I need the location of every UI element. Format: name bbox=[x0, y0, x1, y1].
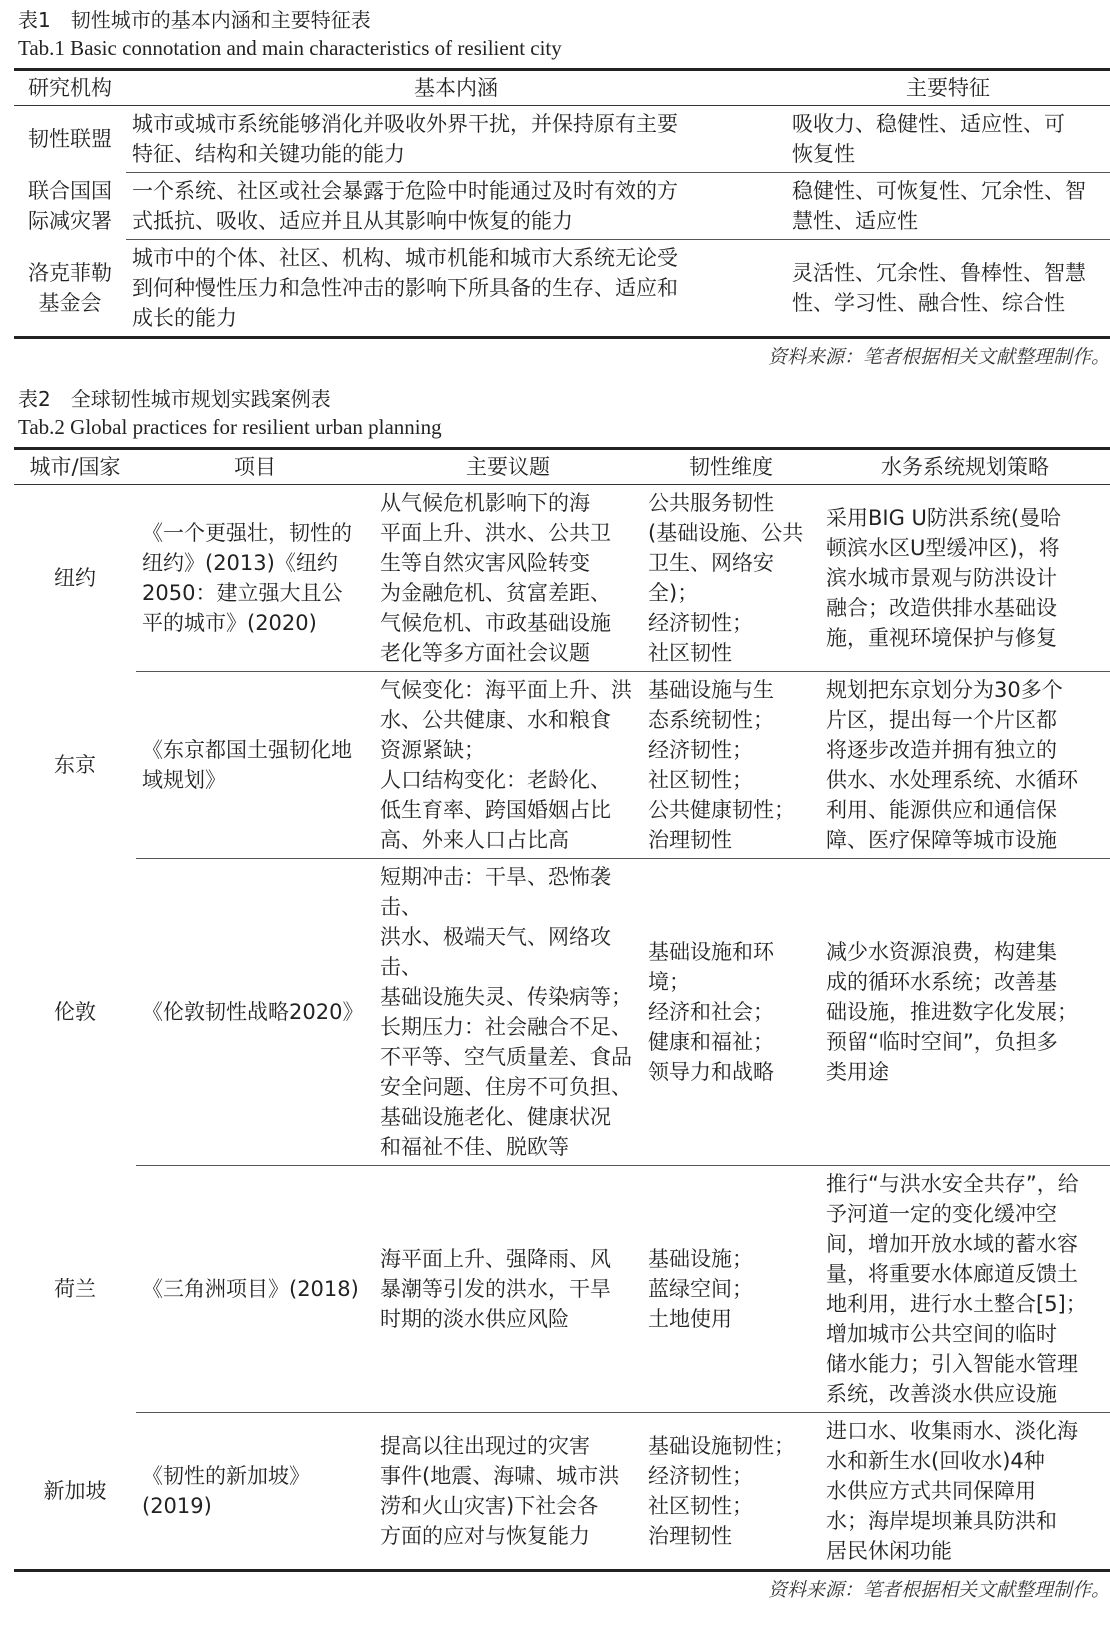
table-row bbox=[14, 240, 1110, 338]
table-cell: 城市中的个体、社区、机构、城市机能和城市大系统无论受 到何种慢性压力和急性冲击的影响下所具备的生存、适应和 成长的能力 bbox=[126, 240, 786, 338]
table-cell: 《东京都国土强韧化地 域规划》 bbox=[136, 672, 374, 859]
column-header: 韧性维度 bbox=[642, 449, 820, 485]
table-cell: 进口水、收集雨水、淡化海 水和新生水(回收水)4种 水供应方式共同保障用 水；海岸堤坝兼具防洪和 居民休闲功能 bbox=[820, 1413, 1110, 1571]
table-cell: 城市或城市系统能够消化并吸收外界干扰，并保持原有主要 特征、结构和关键功能的能力 bbox=[126, 106, 786, 173]
table-cell: 基础设施和环境； 经济和社会； 健康和福祉； 领导力和战略 bbox=[642, 859, 820, 1166]
table-cell: 韧性联盟 bbox=[28, 127, 112, 152]
table-cell: 新加坡 bbox=[43, 1478, 107, 1503]
table2-header-row bbox=[14, 449, 1110, 485]
table-cell: 东京 bbox=[54, 753, 96, 777]
table-cell: 纽约 bbox=[54, 566, 96, 591]
table-cell: 推行“与洪水安全共存”，给 予河道一定的变化缓冲空 间，增加开放水域的蓄水容 量，将重要水体廊道反馈土 地利用，进行水土整合[5]； 增加城市公共空间的临时 储水能力；引入智能水管理 系统，改善淡水供应设施 bbox=[820, 1166, 1110, 1413]
table2-source: 资料来源：笔者根据相关文献整理制作。 bbox=[767, 1579, 1110, 1601]
table-cell: 基础设施； 蓝绿空间； 土地使用 bbox=[642, 1166, 820, 1413]
table1-title-en: Tab.1 Basic connotation and main characteristics of resilient city bbox=[18, 36, 562, 60]
column-header: 主要议题 bbox=[374, 449, 642, 485]
table-cell: 从气候危机影响下的海 平面上升、洪水、公共卫 生等自然灾害风险转变 为金融危机、贫富差距、 气候危机、市政基础设施 老化等多方面社会议题 bbox=[374, 485, 642, 672]
table-cell: 灵活性、冗余性、鲁棒性、智慧 性、学习性、融合性、综合性 bbox=[786, 240, 1110, 338]
table-cell: 提高以往出现过的灾害 事件(地震、海啸、城市洪 涝和火山灾害)下社会各 方面的应对与恢复能力 bbox=[374, 1413, 642, 1571]
table-cell: 采用BIG U防洪系统(曼哈 顿滨水区U型缓冲区)，将 滨水城市景观与防洪设计 融合；改造供排水基础设 施，重视环境保护与修复 bbox=[820, 485, 1110, 672]
table-cell: 《伦敦韧性战略2020》 bbox=[136, 859, 374, 1166]
table1 bbox=[14, 68, 1110, 339]
table-cell: 规划把东京划分为30多个 片区，提出每一个片区都 将逐步改造并拥有独立的 供水、水处理系统、水循环 利用、能源供应和通信保 障、医疗保障等城市设施 bbox=[820, 672, 1110, 859]
column-header: 水务系统规划策略 bbox=[820, 449, 1110, 485]
table2-title-en: Tab.2 Global practices for resilient urban planning bbox=[18, 415, 442, 439]
table-row bbox=[14, 1166, 1110, 1413]
table-cell: 稳健性、可恢复性、冗余性、智 慧性、适应性 bbox=[786, 173, 1110, 240]
table-cell: 伦敦 bbox=[54, 1000, 96, 1024]
column-header: 城市/国家 bbox=[14, 449, 136, 485]
table-cell: 《三角洲项目》(2018) bbox=[136, 1166, 374, 1413]
table-cell: 《一个更强壮，韧性的 纽约》(2013)《纽约 2050：建立强大且公 平的城市》(2020) bbox=[136, 485, 374, 672]
table2 bbox=[14, 447, 1110, 1572]
column-header: 基本内涵 bbox=[126, 70, 786, 106]
table-row bbox=[14, 859, 1110, 1166]
table-row bbox=[14, 1413, 1110, 1571]
column-header: 主要特征 bbox=[786, 70, 1110, 106]
table-row bbox=[14, 672, 1110, 859]
table1-header-row bbox=[14, 70, 1110, 106]
table-cell: 公共服务韧性 (基础设施、公共 卫生、网络安全)； 经济韧性； 社区韧性 bbox=[642, 485, 820, 672]
table-cell: 洛克菲勒 基金会 bbox=[28, 260, 112, 315]
column-header: 研究机构 bbox=[14, 70, 126, 106]
table-cell: 海平面上升、强降雨、风 暴潮等引发的洪水，干旱 时期的淡水供应风险 bbox=[374, 1166, 642, 1413]
table1-title: 表1 韧性城市的基本内涵和主要特征表 bbox=[18, 8, 371, 32]
table-cell: 基础设施韧性； 经济韧性； 社区韧性； 治理韧性 bbox=[642, 1413, 820, 1571]
table-cell: 联合国国 际减灾署 bbox=[28, 179, 112, 233]
table-cell: 一个系统、社区或社会暴露于危险中时能通过及时有效的方 式抵抗、吸收、适应并且从其影响中恢复的能力 bbox=[126, 173, 786, 240]
table-row bbox=[14, 106, 1110, 173]
table-cell: 基础设施与生 态系统韧性； 经济韧性； 社区韧性； 公共健康韧性； 治理韧性 bbox=[642, 672, 820, 859]
table-cell: 《韧性的新加坡》 (2019) bbox=[136, 1413, 374, 1571]
table1-source: 资料来源：笔者根据相关文献整理制作。 bbox=[767, 346, 1110, 368]
table-cell: 吸收力、稳健性、适应性、可 恢复性 bbox=[786, 106, 1110, 173]
table-cell: 短期冲击：干旱、恐怖袭击、 洪水、极端天气、网络攻击、 基础设施失灵、传染病等； 长期压力：社会融合不足、 不平等、空气质量差、食品 安全问题、住房不可负担、 基础设施老化、健康状况 和福祉不佳、脱欧等 bbox=[374, 859, 642, 1166]
table-cell: 气候变化：海平面上升、洪 水、公共健康、水和粮食 资源紧缺； 人口结构变化：老龄化、 低生育率、跨国婚姻占比 高、外来人口占比高 bbox=[374, 672, 642, 859]
table-cell: 减少水资源浪费，构建集 成的循环水系统；改善基 础设施，推进数字化发展； 预留“临时空间”，负担多 类用途 bbox=[820, 859, 1110, 1166]
column-header: 项目 bbox=[136, 449, 374, 485]
table-cell: 荷兰 bbox=[54, 1277, 96, 1301]
table2-title: 表2 全球韧性城市规划实践案例表 bbox=[18, 387, 331, 411]
table-row bbox=[14, 173, 1110, 240]
table-row bbox=[14, 485, 1110, 672]
